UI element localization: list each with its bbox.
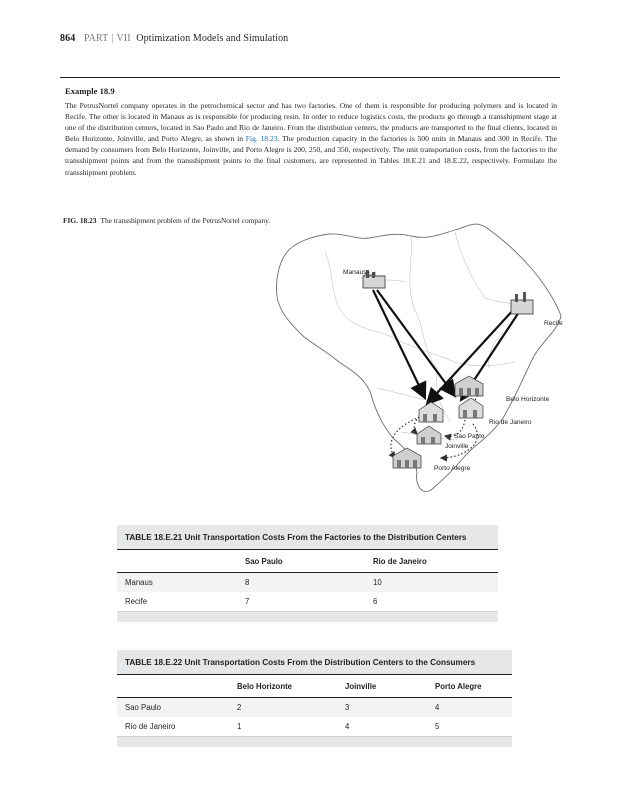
figure-caption-text: The transshipment problem of the PetrusNortel company. [100, 216, 271, 225]
table-cell: 2 [229, 698, 337, 717]
table-18-e-21 [117, 525, 498, 622]
table-cell: 1 [229, 717, 337, 736]
row-label: Sao Paulo [117, 698, 229, 717]
table-caption: TABLE 18.E.22 Unit Transportation Costs From the Distribution Centers to the Consumers [117, 650, 512, 675]
brazil-outline [276, 224, 561, 492]
label-sao-paulo: Sao Paulo [454, 433, 485, 440]
row-label: Manaus [117, 573, 237, 592]
part-label: PART [83, 33, 109, 44]
table-cell: 7 [237, 592, 365, 611]
figure-caption [63, 216, 283, 225]
label-porto-alegre: Porto Alegre [434, 465, 471, 472]
figure-label: FIG. 18.23 [63, 216, 97, 225]
page-number: 864 [60, 33, 76, 44]
table-cell: 5 [427, 717, 512, 736]
running-header [60, 33, 288, 44]
example-text-part-2: . The production capacity in the factories is 500 units in Manaus and 300 in Recife. The demand by consumers from Belo Horizonte, Joinville, and Porto Alegre is 200, 250, and 350, respectively. The unit transportation costs, from the factories to the transshipment points and from the transshipment points to the final customers, are represented in Tables 18.E.21 and 18.E.22, respectively. Formulate the transshipment problem. [65, 134, 557, 177]
row-label: Rio de Janeiro [117, 717, 229, 736]
label-recife: Recife [544, 320, 563, 327]
label-rio-de-janeiro: Rio de Janeiro [489, 419, 532, 426]
column-header: Joinville [337, 675, 427, 698]
column-header [117, 675, 229, 698]
figure-link[interactable]: Fig. 18.23 [245, 134, 278, 144]
table-footer [117, 611, 498, 622]
label-belo-horizonte: Belo Horizonte [506, 396, 550, 403]
column-header: Belo Horizonte [229, 675, 337, 698]
label-joinville: Joinville [445, 443, 469, 450]
table-cell: 10 [365, 573, 498, 592]
table-grid [117, 550, 498, 611]
example-paragraph [65, 100, 557, 178]
section-title: Optimization Models and Simulation [136, 33, 289, 44]
column-header [117, 550, 237, 573]
table-cell: 6 [365, 592, 498, 611]
table-cell: 3 [337, 698, 427, 717]
label-manaus: Manaus [343, 269, 367, 276]
table-18-e-22 [117, 650, 512, 747]
table-grid [117, 675, 512, 736]
example-text-part-1: The PetrusNortel company operates in the petrochemical sector and has two factories. One of them is responsible for producing polymers and is located in Recife. The other is located in Manaus as is responsible for producing resin. In order to reduce logistics costs, the products go through a transshipment stage at one of the distribution centers, located in Sao Paulo and Rio de Janeiro. From the distribution centers, the products are transported to the final clients, located in Belo Horizonte, Joinville, and Porto Alegre, as shown in [65, 101, 557, 144]
part-number: VII [116, 33, 131, 44]
column-header: Rio de Janeiro [365, 550, 498, 573]
row-label: Recife [117, 592, 237, 611]
column-header: Porto Alegre [427, 675, 512, 698]
table-cell: 4 [427, 698, 512, 717]
brazil-map-figure [265, 212, 565, 502]
example-box-rule [60, 77, 560, 78]
table-cell: 8 [237, 573, 365, 592]
table-cell: 4 [337, 717, 427, 736]
table-footer [117, 736, 512, 747]
example-title: Example 18.9 [65, 86, 115, 96]
table-caption: TABLE 18.E.21 Unit Transportation Costs From the Factories to the Distribution Centers [117, 525, 498, 550]
column-header: Sao Paulo [237, 550, 365, 573]
header-separator: | [111, 33, 114, 44]
